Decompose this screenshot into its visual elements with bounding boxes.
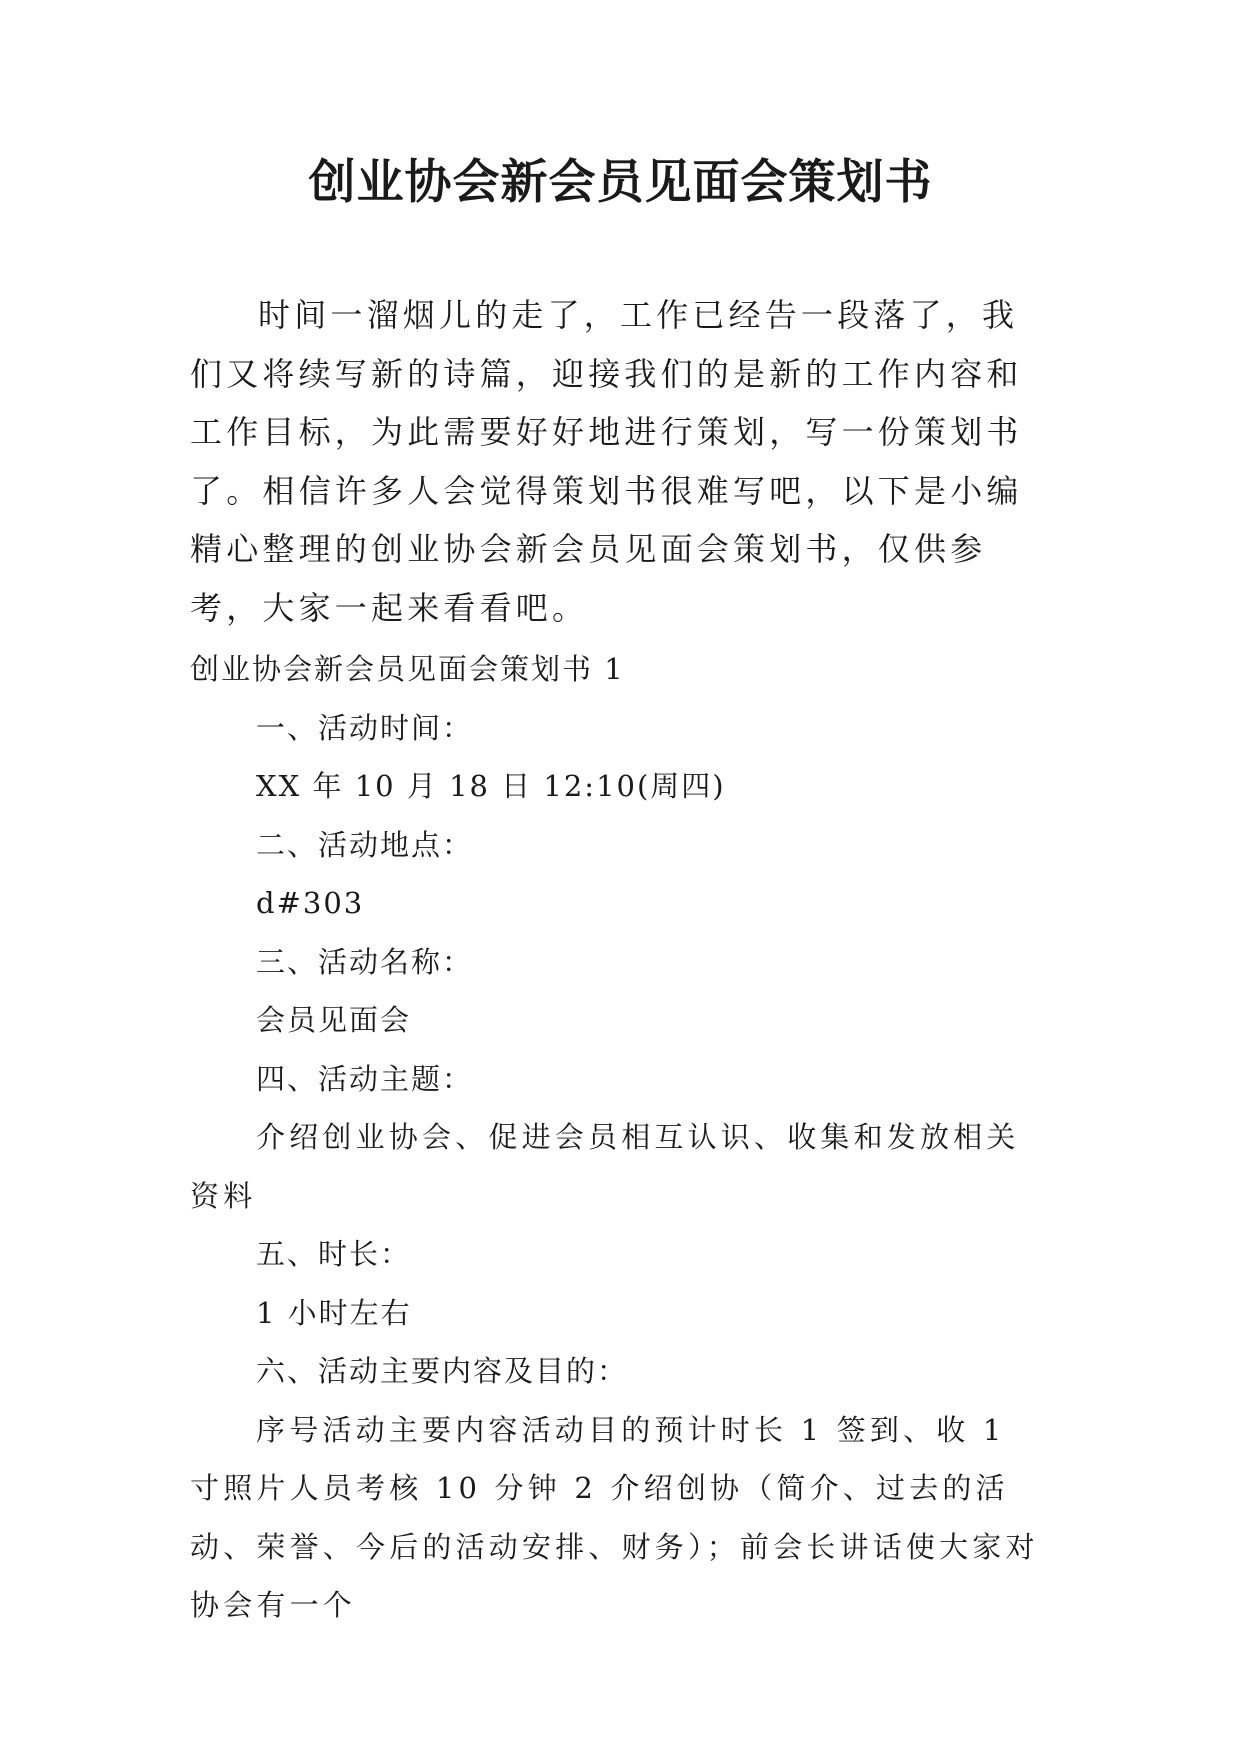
document-body bbox=[190, 640, 1050, 1635]
intro-paragraph: 时间一溜烟儿的走了，工作已经告一段落了，我们又将续写新的诗篇，迎接我们的是新的工作内容和工作目标，为此需要好好地进行策划，写一份策划书了。相信许多人会觉得策划书很难写吧，以下是小编精心整理的创业协会新会员见面会策划书，仅供参考，大家一起来看看吧。 bbox=[190, 296, 1023, 627]
heading-main-content: 六、活动主要内容及目的： bbox=[256, 1354, 629, 1388]
heading-duration: 五、时长： bbox=[256, 1237, 412, 1271]
heading-activity-name: 三、活动名称： bbox=[256, 944, 474, 979]
duration-value: 1 小时左右 bbox=[256, 1295, 412, 1330]
heading-activity-location: 二、活动地点： bbox=[256, 827, 474, 862]
activity-name-value: 会员见面会 bbox=[256, 1003, 412, 1037]
section-heading: 创业协会新会员见面会策划书 1 bbox=[190, 652, 625, 686]
activity-time-value: XX 年 10 月 18 日 12:10(周四) bbox=[256, 769, 726, 803]
document-title: 创业协会新会员见面会策划书 bbox=[308, 155, 933, 210]
activity-location-value: d#303 bbox=[256, 886, 365, 920]
main-content-paragraph: 序号活动主要内容活动目的预计时长 1 签到、收 1 寸照片人员考核 10 分钟 2 介绍创协（简介、过去的活动、荣誉、今后的活动安排、财务）；前会长讲话使大家对协会有一个 bbox=[190, 1412, 1039, 1622]
heading-activity-theme: 四、活动主题： bbox=[256, 1061, 474, 1096]
heading-activity-time: 一、活动时间： bbox=[256, 710, 474, 745]
activity-theme-value: 介绍创业协会、促进会员相互认识、收集和发放相关资料 bbox=[190, 1120, 1020, 1213]
